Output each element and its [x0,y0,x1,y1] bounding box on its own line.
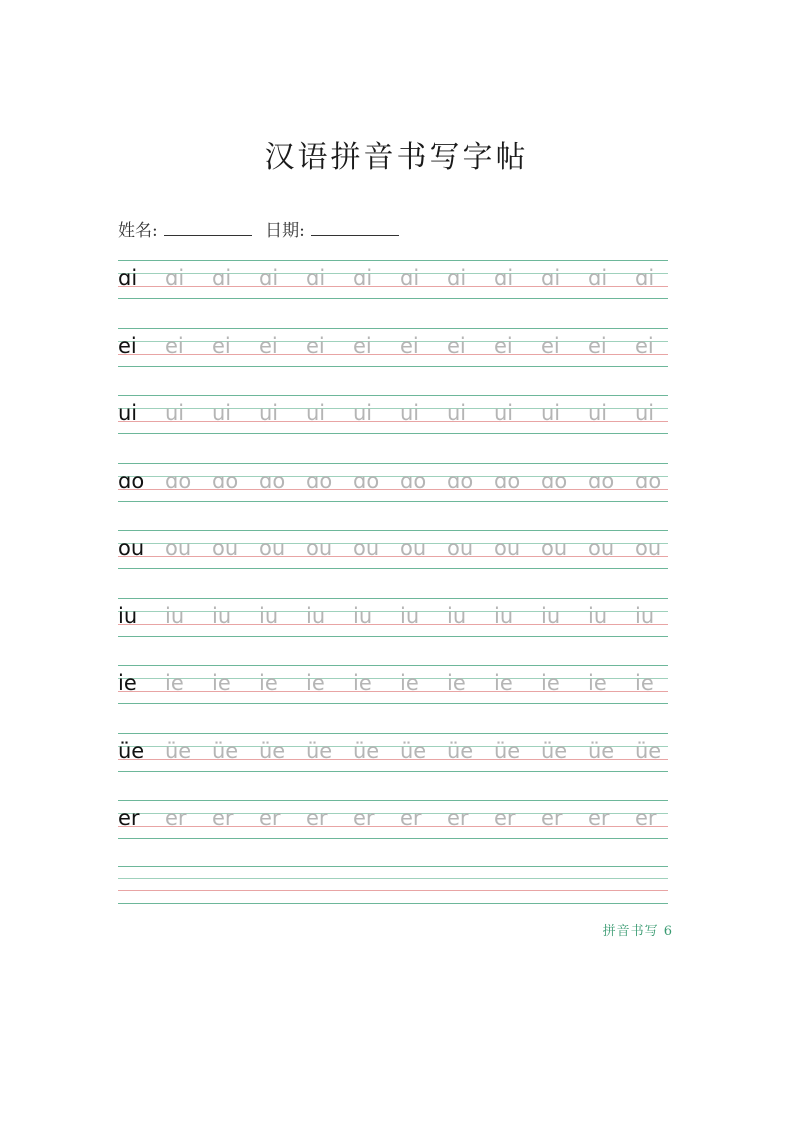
syllable-cells [118,330,668,362]
trace-syllable: er [259,806,281,830]
syllable-cells [118,802,668,834]
trace-syllable: ou [353,536,380,560]
trace-syllable: ɑo [494,468,521,493]
syllable-cells [118,532,668,564]
trace-syllable: ɑi [588,266,608,290]
trace-syllable: ie [353,671,372,695]
trace-syllable: ie [541,671,560,695]
trace-syllable: üe [212,738,239,763]
guide-line [118,260,668,261]
guide-line [118,530,668,531]
name-label: 姓名: [118,221,158,241]
model-syllable: üe [118,738,145,763]
trace-syllable: ui [400,401,420,425]
guide-line [118,463,668,464]
guide-line-upper [118,878,668,879]
trace-syllable: ɑo [259,468,286,493]
trace-syllable: ie [447,671,466,695]
date-label: 日期: [265,221,305,241]
trace-syllable: ei [259,333,278,358]
trace-syllable: ei [635,333,654,358]
trace-syllable: ei [353,333,372,358]
model-syllable: er [118,806,140,830]
name-field[interactable] [164,221,252,236]
trace-syllable: ɑi [353,266,373,290]
trace-syllable: ei [212,333,231,358]
trace-syllable: er [212,806,234,830]
trace-syllable: iu [635,603,655,628]
syllable-cells [118,600,668,632]
guide-line [118,665,668,666]
trace-syllable: ui [494,401,514,425]
model-syllable: ui [118,401,138,425]
guide-line-bottom [118,903,668,904]
syllable-cells [118,735,668,767]
model-syllable: iu [118,603,138,628]
guide-line [118,703,668,704]
trace-syllable: ɑi [212,266,232,290]
trace-syllable: ui [635,401,655,425]
guide-line [118,771,668,772]
guide-line [118,733,668,734]
practice-grid [118,258,668,866]
trace-syllable: iu [306,603,326,628]
trace-syllable: iu [353,603,373,628]
trace-syllable: iu [447,603,467,628]
model-syllable: ou [118,536,145,560]
trace-syllable: ie [212,671,231,695]
trace-syllable: iu [212,603,232,628]
trace-syllable: er [588,806,610,830]
trace-syllable: ie [259,671,278,695]
trace-syllable: er [165,806,187,830]
trace-syllable: ɑo [400,468,427,493]
trace-syllable: ɑi [400,266,420,290]
practice-row [118,258,668,326]
trace-syllable: ɑi [635,266,655,290]
trace-syllable: iu [541,603,561,628]
trace-syllable: üe [635,738,662,763]
trace-syllable: ou [400,536,427,560]
trace-syllable: üe [400,738,427,763]
trace-syllable: ei [165,333,184,358]
trace-syllable: ui [306,401,326,425]
guide-line-top [118,866,668,867]
trace-syllable: iu [259,603,279,628]
trace-syllable: ie [588,671,607,695]
trace-syllable: ui [212,401,232,425]
trace-syllable: üe [541,738,568,763]
trace-syllable: er [541,806,563,830]
trace-syllable: ɑo [353,468,380,493]
trace-syllable: ɑi [306,266,326,290]
trace-syllable: ɑo [212,468,239,493]
guide-line [118,501,668,502]
trace-syllable: ɑi [259,266,279,290]
trace-syllable: ɑo [635,468,662,493]
guide-line [118,598,668,599]
practice-row [118,596,668,664]
trace-syllable: ɑi [494,266,514,290]
practice-row [118,663,668,731]
guide-line [118,568,668,569]
guide-line [118,838,668,839]
trace-syllable: ui [447,401,467,425]
trace-syllable: ie [494,671,513,695]
page-title: 汉语拼音书写字帖 [264,140,529,175]
trace-syllable: ui [353,401,373,425]
model-syllable: ei [118,333,137,358]
trace-syllable: ɑo [165,468,192,493]
info-line [118,216,407,241]
trace-syllable: ei [400,333,419,358]
page-number: 6 [663,924,673,939]
trace-syllable: ou [541,536,568,560]
trace-syllable: iu [588,603,608,628]
guide-line-middle [118,890,668,891]
trace-syllable: ou [447,536,474,560]
practice-row [118,461,668,529]
syllable-cells [118,262,668,294]
guide-line [118,433,668,434]
trace-syllable: ui [588,401,608,425]
trace-syllable: er [306,806,328,830]
guide-line [118,636,668,637]
model-syllable: ɑi [118,266,138,290]
syllable-cells [118,397,668,429]
trace-syllable: üe [259,738,286,763]
practice-row [118,326,668,394]
syllable-cells [118,667,668,699]
trace-syllable: ɑi [447,266,467,290]
guide-line [118,328,668,329]
trace-syllable: ui [165,401,185,425]
trace-syllable: ɑo [447,468,474,493]
trace-syllable: ɑo [588,468,615,493]
trace-syllable: er [635,806,657,830]
trace-syllable: er [494,806,516,830]
guide-line [118,366,668,367]
trace-syllable: ou [306,536,333,560]
trace-syllable: üe [353,738,380,763]
trace-syllable: ou [635,536,662,560]
guide-line [118,800,668,801]
trace-syllable: ui [259,401,279,425]
guide-line [118,298,668,299]
trace-syllable: ei [588,333,607,358]
practice-row [118,528,668,596]
blank-practice-row[interactable] [118,866,668,906]
guide-line [118,395,668,396]
trace-syllable: üe [306,738,333,763]
trace-syllable: ei [447,333,466,358]
trace-syllable: ou [259,536,286,560]
trace-syllable: üe [447,738,474,763]
trace-syllable: ɑi [541,266,561,290]
trace-syllable: er [353,806,375,830]
trace-syllable: er [400,806,422,830]
trace-syllable: iu [165,603,185,628]
trace-syllable: ɑo [541,468,568,493]
trace-syllable: üe [165,738,192,763]
model-syllable: ie [118,671,137,695]
trace-syllable: ou [165,536,192,560]
trace-syllable: üe [494,738,521,763]
trace-syllable: iu [494,603,514,628]
trace-syllable: ou [588,536,615,560]
practice-row [118,393,668,461]
trace-syllable: ɑi [165,266,185,290]
trace-syllable: üe [588,738,615,763]
trace-syllable: er [447,806,469,830]
trace-syllable: ei [541,333,560,358]
trace-syllable: ie [165,671,184,695]
footer-label: 拼音书写 [602,924,659,939]
practice-row [118,798,668,866]
trace-syllable: ie [400,671,419,695]
trace-syllable: ou [494,536,521,560]
practice-row [118,731,668,799]
page-footer [603,920,673,939]
trace-syllable: ui [541,401,561,425]
trace-syllable: ei [306,333,325,358]
trace-syllable: ie [306,671,325,695]
date-field[interactable] [311,221,399,236]
trace-syllable: iu [400,603,420,628]
trace-syllable: ei [494,333,513,358]
trace-syllable: ɑo [306,468,333,493]
trace-syllable: ie [635,671,654,695]
trace-syllable: ou [212,536,239,560]
model-syllable: ɑo [118,468,145,493]
syllable-cells [118,465,668,497]
